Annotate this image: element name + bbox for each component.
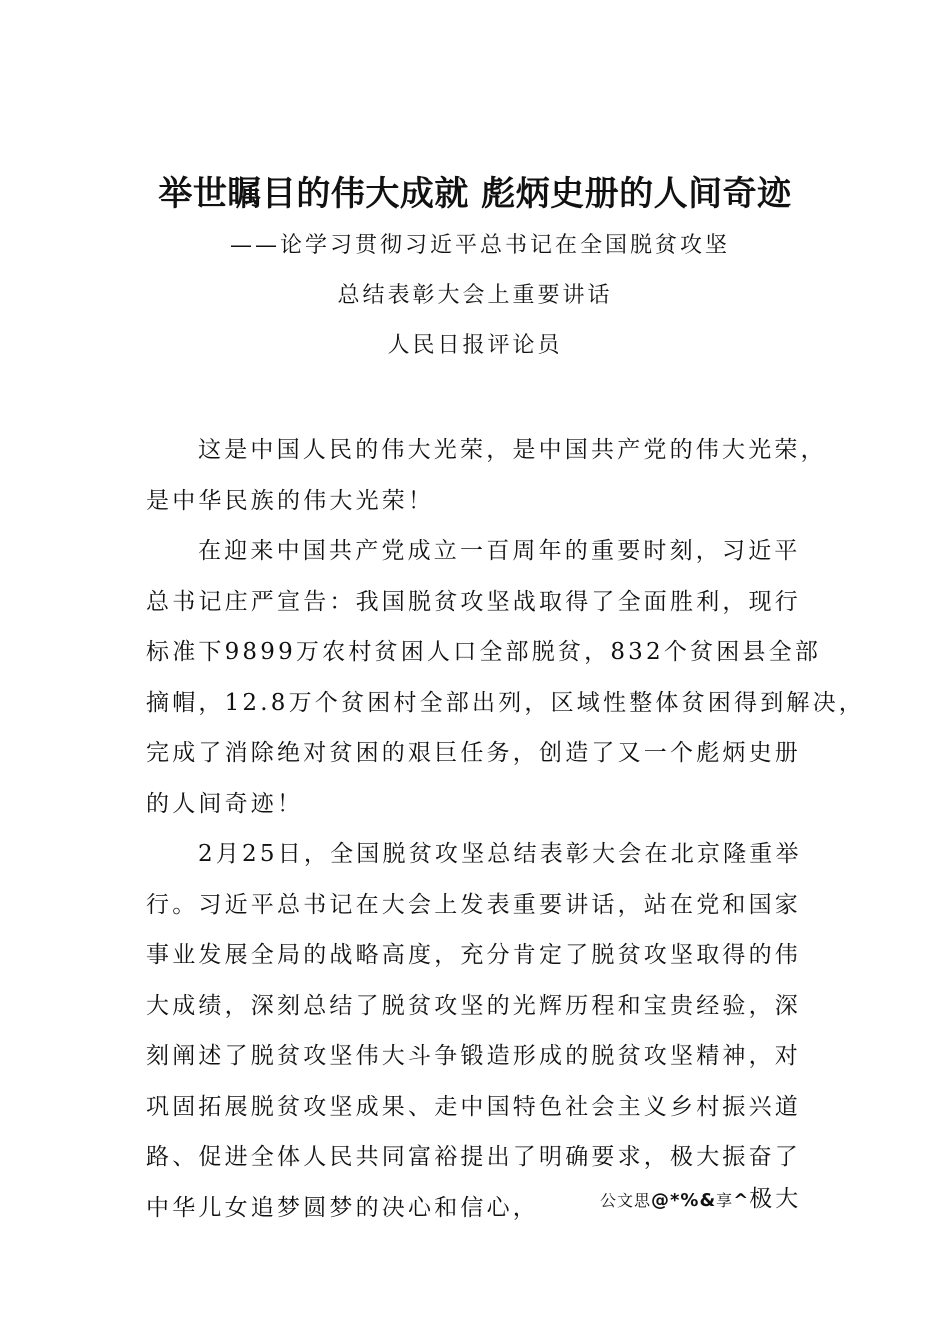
text-line: 标准下9899万农村贫困人口全部脱贫，832个贫困县全部 bbox=[146, 639, 822, 665]
watermark-tail: 极大 bbox=[749, 1186, 802, 1212]
watermark-symbols: @*%& bbox=[651, 1190, 717, 1211]
text-line: 中华儿女追梦圆梦的决心和信心， bbox=[146, 1194, 539, 1221]
text-line: 路、促进全体人民共同富裕提出了明确要求，极大振奋了 bbox=[146, 1144, 801, 1170]
paragraph-2 bbox=[146, 526, 866, 829]
author-byline: 人民日报评论员 bbox=[387, 333, 563, 358]
article-title: 举世瞩目的伟大成就 彪炳史册的人间奇迹 bbox=[158, 174, 792, 214]
watermark-footer bbox=[600, 1180, 801, 1213]
paragraph-1 bbox=[146, 425, 826, 526]
text-line: 事业发展全局的战略高度，充分肯定了脱贫攻坚取得的伟 bbox=[146, 942, 801, 968]
text-line: 完成了消除绝对贫困的艰巨任务，创造了又一个彪炳史册 bbox=[146, 740, 801, 766]
text-line: 摘帽，12.8万个贫困村全部出列，区域性整体贫困得到解决， bbox=[146, 689, 866, 716]
text-line: 巩固拓展脱贫攻坚成果、走中国特色社会主义乡村振兴道 bbox=[146, 1093, 801, 1120]
text-line: 这是中国人民的伟大光荣，是中国共产党的伟大光荣， bbox=[198, 437, 827, 463]
watermark-prefix: 公文思 bbox=[600, 1191, 652, 1210]
watermark-caret: ^ bbox=[733, 1190, 750, 1211]
text-line: 行。习近平总书记在大会上发表重要讲话，站在党和国家 bbox=[146, 891, 801, 918]
article-body bbox=[146, 425, 866, 1233]
text-line: 总书记庄严宣告：我国脱贫攻坚战取得了全面胜利，现行 bbox=[146, 588, 801, 615]
subtitle-line-2: 总结表彰大会上重要讲话 bbox=[337, 283, 613, 308]
text-line: 大成绩，深刻总结了脱贫攻坚的光辉历程和宝贵经验，深 bbox=[146, 992, 801, 1019]
paragraph-3 bbox=[146, 829, 826, 1233]
text-line: 是中华民族的伟大光荣！ bbox=[146, 487, 435, 514]
text-line: 2月25日，全国脱贫攻坚总结表彰大会在北京隆重举 bbox=[198, 841, 802, 867]
text-line: 的人间奇迹！ bbox=[146, 790, 304, 817]
subtitle-line-1: ——论学习贯彻习近平总书记在全国脱贫攻坚 bbox=[229, 233, 730, 258]
text-line: 在迎来中国共产党成立一百周年的重要时刻，习近平 bbox=[198, 538, 801, 564]
watermark-mid: 享 bbox=[716, 1191, 734, 1210]
text-line: 刻阐述了脱贫攻坚伟大斗争锻造形成的脱贫攻坚精神，对 bbox=[146, 1043, 801, 1069]
